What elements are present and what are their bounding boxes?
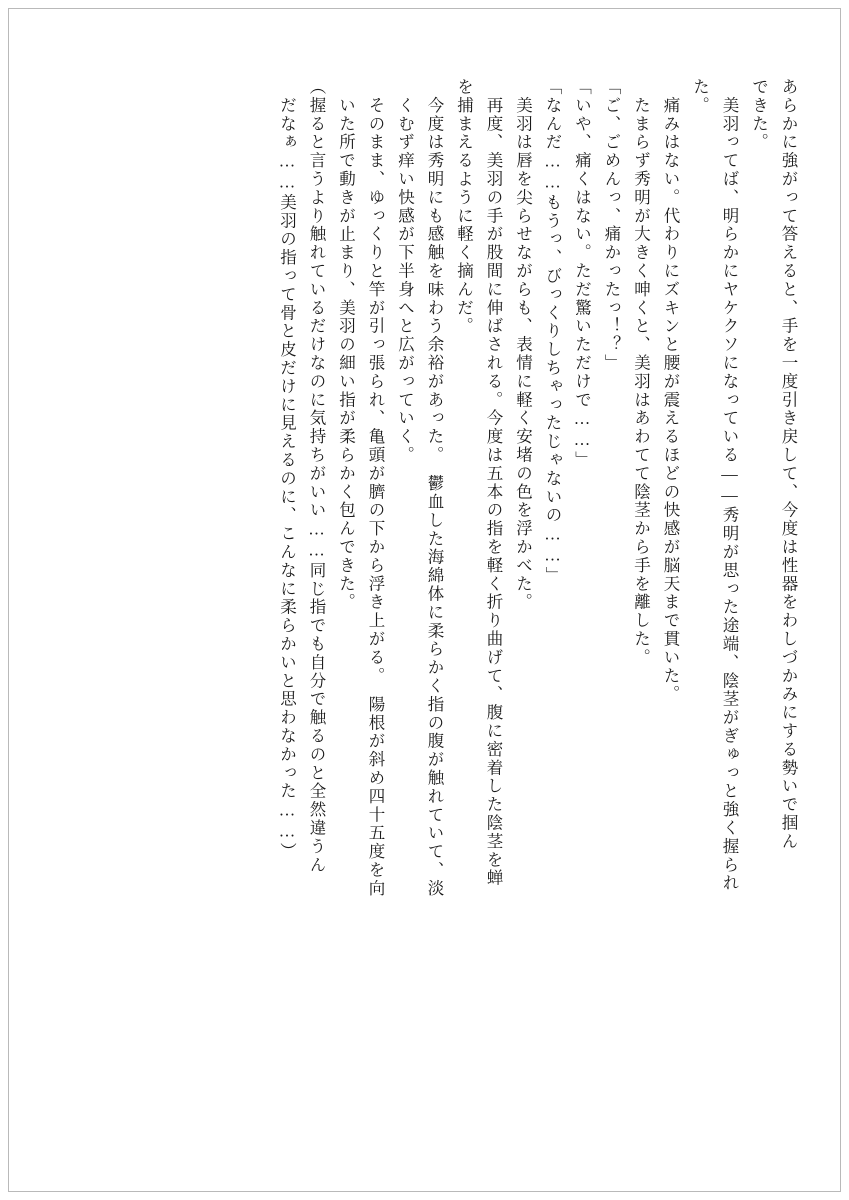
text-line: 「なんだ……もうっ、びっくりしちゃったじゃないの……」 [543, 78, 562, 585]
text-line: できた。 [749, 78, 769, 152]
text-line: （握ると言うより触れているだけなのに気持ちがいい……同じ指でも自分で触るのと全然違うん [307, 78, 326, 875]
text-line: た。 [690, 78, 710, 115]
text-line: いた所で動きが止まり、美羽の細い指が柔らかく包んできた。 [336, 78, 356, 612]
text-line: を捕まえるように軽く摘んだ。 [454, 78, 474, 336]
text-line: 今度は秀明にも感触を味わう余裕があった。 鬱血した海綿体に柔らかく指の腹が触れていて、淡 [425, 78, 444, 898]
text-line: 痛みはない。代わりにズキンと腰が震えるほどの快感が脳天まで貫いた。 [661, 78, 680, 704]
text-line: 「ご、ごめんっ、痛かったっ！？」 [602, 78, 621, 373]
text-line: 再度、美羽の手が股間に伸ばされる。今度は五本の指を軽く折り曲げて、腹に密着した陰茎を蝉 [484, 78, 503, 888]
text-line: くむず痒い快感が下半身へと広がっていく。 [395, 78, 415, 465]
text-line: 「いや、痛くはない。ただ驚いただけで……」 [572, 78, 592, 470]
text-line: たまらず秀明が大きく呻くと、美羽はあわてて陰茎から手を離した。 [631, 78, 651, 667]
text-line: だなぁ……美羽の指って骨と皮だけに見えるのに、こんなに柔らかいと思わなかった……） [277, 78, 297, 861]
text-line: あらかに強がって答えると、手を一度引き戻して、今度は性器をわしづかみにする勢いで掴ん [779, 78, 798, 851]
vertical-text-body [54, 78, 796, 1108]
text-line: そのまま、ゆっくりと竿が引っ張られ、亀頭が臍の下から浮き上がる。 陽根が斜め四十五度を向 [366, 78, 385, 898]
text-line: 美羽は唇を尖らせながらも、表情に軽く安堵の色を浮かべた。 [513, 78, 533, 612]
text-line: 美羽ってば、明らかにヤケクソになっている――秀明が思った途端、陰茎がぎゅっと強く握られ [720, 78, 739, 893]
